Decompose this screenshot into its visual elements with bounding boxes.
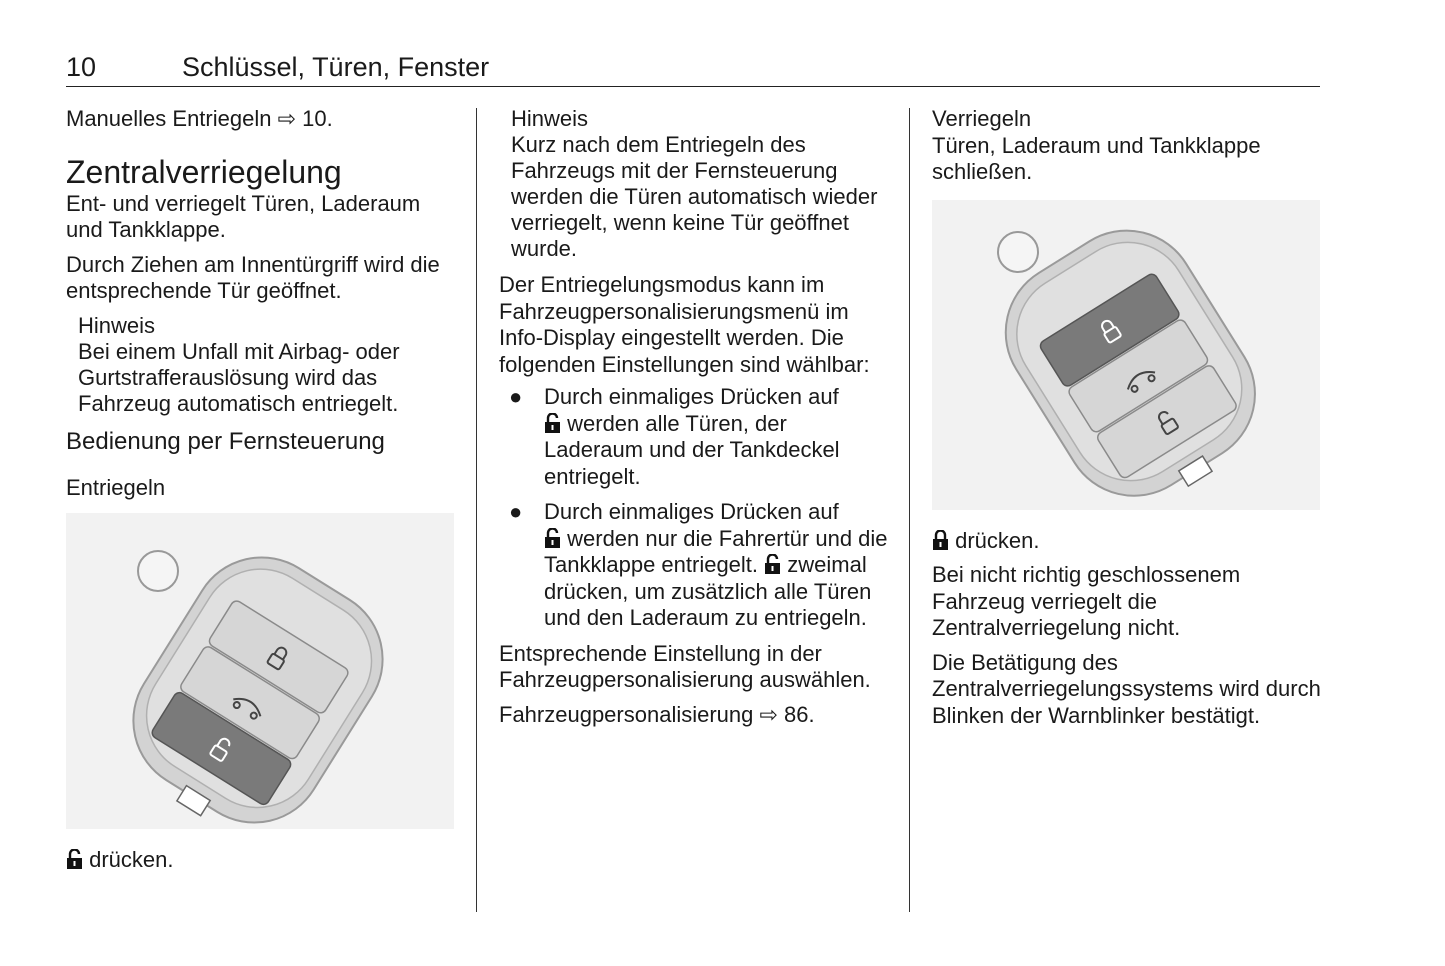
column-divider [476,108,477,912]
note-text: Kurz nach dem Entriegeln des Fahrzeugs mit der Fernsteuerung werden die Türen automatisch wieder verriegelt, wenn keine Tür geöffnet wurde. [511,132,878,261]
lock-title: Verriegeln [932,106,1032,131]
caption-text: drücken. [89,846,174,872]
bullet-text: werden nur die Fahrertür und die Tankklappe entriegelt. [544,525,888,577]
paragraph: Die Betätigung des Zentralverriegelungssystems wird durch Blinken der Warnblinker bestätigt. [932,649,1321,728]
paragraph: Bei nicht richtig geschlossenem Fahrzeug verriegelt die Zentralverriegelung nicht. [932,562,1241,640]
chapter-title: Schlüssel, Türen, Fenster [182,52,490,82]
key-fob-lock-illustration [932,200,1320,510]
unlock-icon [544,413,561,433]
note-box [66,313,458,417]
column-left [66,106,458,873]
note-text: Bei einem Unfall mit Airbag- oder Gurtstrafferauslösung wird das Fahrzeug automatisch entriegelt. [78,338,400,416]
bullet: ● [509,384,523,409]
lock-caption [932,528,1324,555]
paragraph: Der Entriegelungsmodus kann im Fahrzeugpersonalisierungsmenü im Info-Display eingestellt werden. Die folgenden Einstellungen sind wählbar: [499,272,870,377]
key-fob-lock-figure [932,200,1320,510]
note-title: Hinweis [511,106,589,131]
unlock-icon [544,528,561,548]
caption-text: drücken. [955,527,1040,553]
unlock-title: Entriegeln [66,474,166,500]
manual-unlock-ref[interactable]: Manuelles Entriegeln ⇨ 10. [66,106,333,131]
note-box [499,106,891,262]
paragraph: Türen, Laderaum und Tankklappe schließen. [932,132,1261,184]
column-divider [909,108,910,912]
subsection-title: Bedienung per Fernsteuerung [66,427,385,455]
note-title: Hinweis [78,312,156,338]
list-item [499,499,891,632]
unlock-icon [66,849,83,869]
paragraph: Ent- und verriegelt Türen, Laderaum und Tankklappe. [66,190,421,242]
column-right [932,106,1324,729]
paragraph: Entsprechende Einstellung in der Fahrzeugpersonalisierung auswählen. [499,640,871,692]
column-middle [499,106,891,728]
list-item [499,384,891,490]
key-fob-unlock-figure [66,513,454,829]
settings-list [499,384,891,632]
page-header [66,50,1320,87]
bullet: ● [509,499,523,524]
bullet-text: zweimal drücken, um zusätzlich alle Türen und den Laderaum zu entriegeln. [544,552,872,630]
lock-icon [932,530,949,550]
bullet-text: Durch einmaliges Drücken auf [544,384,839,409]
key-fob-unlock-illustration [66,513,454,829]
unlock-caption [66,847,458,874]
section-title: Zentralverriegelung [66,153,342,190]
bullet-text: Durch einmaliges Drücken auf [544,499,839,524]
paragraph: Durch Ziehen am Innentürgriff wird die entsprechende Tür geöffnet. [66,251,440,303]
personalization-ref[interactable]: Fahrzeugpersonalisierung ⇨ 86. [499,701,815,727]
bullet-text: werden alle Türen, der Laderaum und der Tankdeckel entriegelt. [544,410,840,489]
page-number: 10 [66,52,97,82]
unlock-icon [764,554,781,574]
